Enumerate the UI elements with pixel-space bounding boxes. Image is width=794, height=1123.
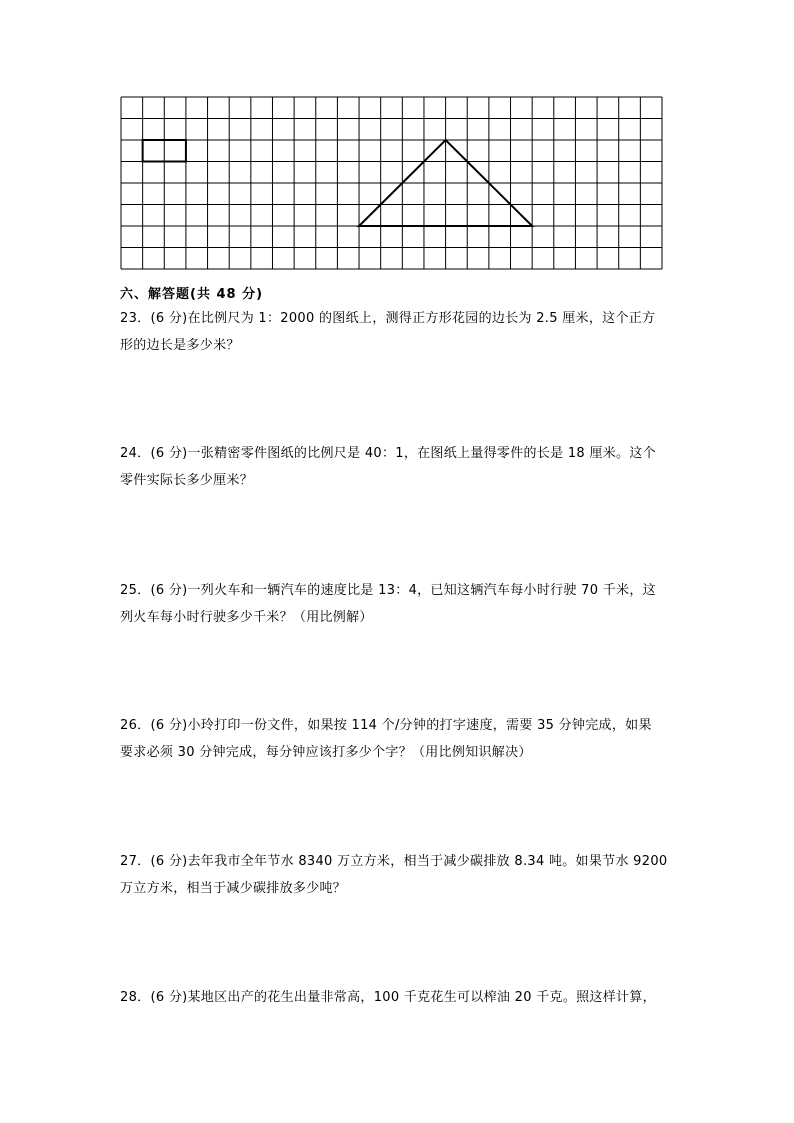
question-28 <box>120 984 668 1011</box>
question-text-line: 形的边长是多少米？ <box>120 338 240 353</box>
grid-drawing <box>120 96 663 270</box>
question-text-line: 要求必须 30 分钟完成，每分钟应该打多少个字？（用比例知识解决） <box>120 745 532 760</box>
question-text-line: 26．(6 分)小玲打印一份文件，如果按 114 个/分钟的打字速度，需要 35 分钟完成，如果 <box>120 718 652 733</box>
question-27 <box>120 848 668 902</box>
section-title: 六、解答题(共 48 分) <box>120 287 264 302</box>
question-text-line: 23．(6 分)在比例尺为 1：2000 的图纸上，测得正方形花园的边长为 2.5 厘米，这个正方 <box>120 311 656 326</box>
question-text-line: 27．(6 分)去年我市全年节水 8340 万立方米，相当于减少碳排放 8.34 吨。如果节水 9200 <box>120 854 668 869</box>
question-text-line: 零件实际长多少厘米？ <box>120 473 254 488</box>
question-25 <box>120 577 668 631</box>
question-24 <box>120 440 668 494</box>
question-text-line: 28．(6 分)某地区出产的花生出量非常高，100 千克花生可以榨油 20 千克。照这样计算， <box>120 990 656 1005</box>
grid-figure <box>120 96 663 270</box>
question-23 <box>120 305 668 359</box>
question-text-line: 25．(6 分)一列火车和一辆汽车的速度比是 13：4，已知这辆汽车每小时行驶 70 千米，这 <box>120 583 656 598</box>
question-text-line: 列火车每小时行驶多少千米？（用比例解） <box>120 610 373 625</box>
question-26 <box>120 712 668 766</box>
question-text-line: 万立方米，相当于减少碳排放多少吨？ <box>120 881 347 896</box>
question-text-line: 24．(6 分)一张精密零件图纸的比例尺是 40：1，在图纸上量得零件的长是 18 厘米。这个 <box>120 446 656 461</box>
